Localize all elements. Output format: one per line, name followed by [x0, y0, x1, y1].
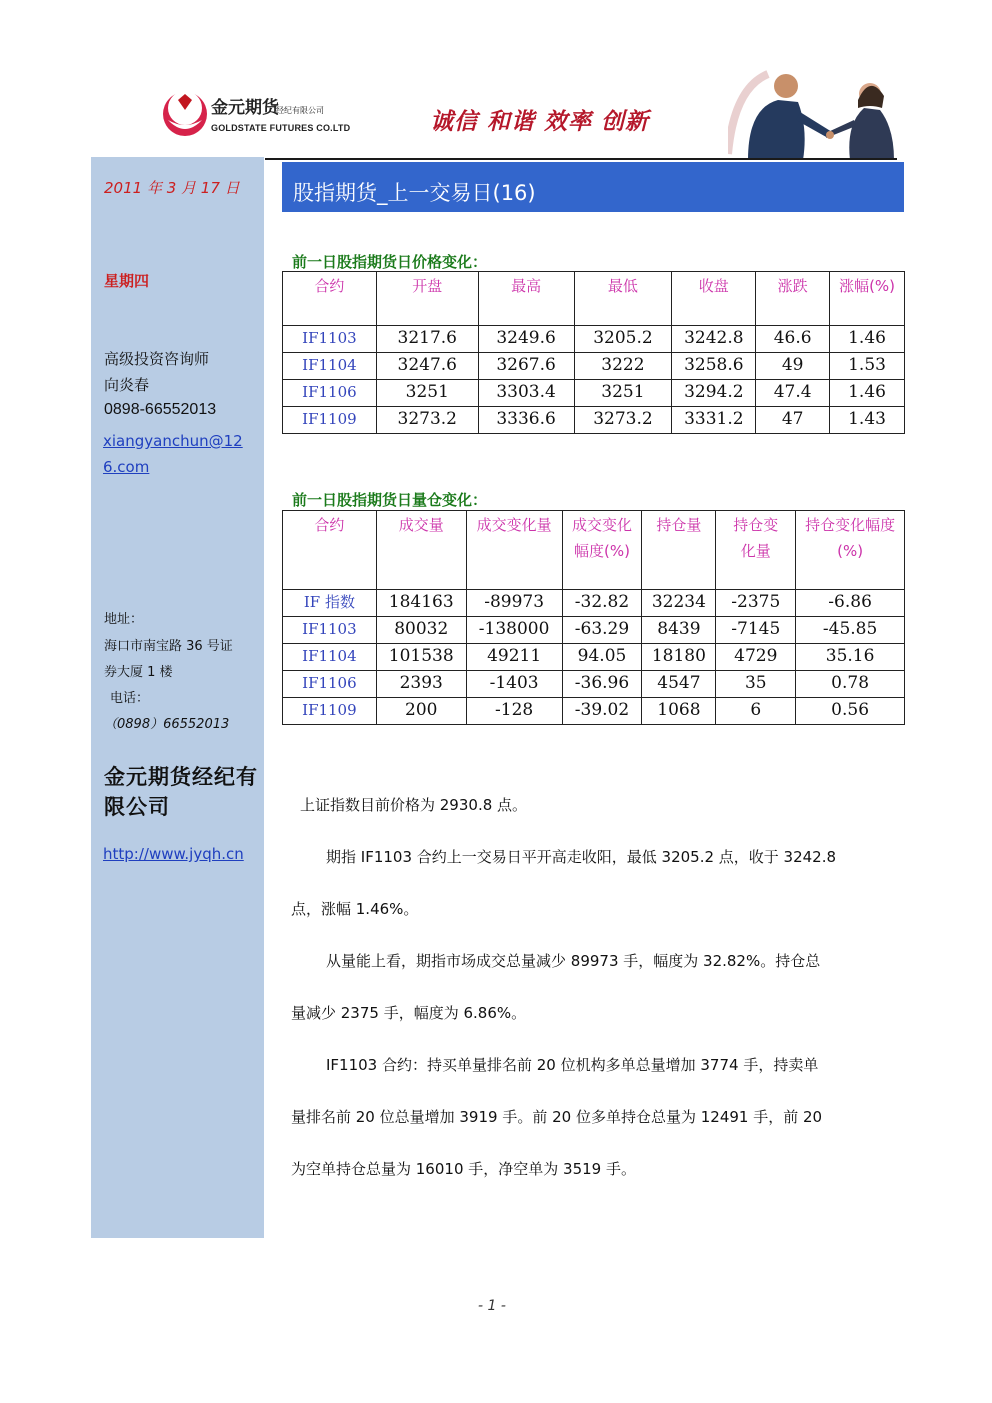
table-cell: -1403: [466, 671, 562, 698]
paragraph-line: 上证指数目前价格为 2930.8 点。: [300, 796, 528, 814]
table-cell: 46.6: [756, 326, 830, 353]
table-row: [283, 326, 905, 353]
table-cell: -128: [466, 698, 562, 725]
table-row: [283, 590, 905, 617]
table-cell: 3247.6: [376, 353, 478, 380]
tel-label: 电话：: [110, 691, 150, 706]
table-cell: 35: [716, 671, 796, 698]
table-row: [283, 407, 905, 434]
company-website-link[interactable]: http://www.jyqh.cn: [103, 845, 244, 863]
table-cell: 3273.2: [574, 407, 672, 434]
table-cell: 1.43: [830, 407, 905, 434]
table-cell: 80032: [376, 617, 466, 644]
table-cell: 49211: [466, 644, 562, 671]
table-cell: 18180: [642, 644, 716, 671]
table-row: [283, 671, 905, 698]
analyst-email-link[interactable]: xiangyanchun@126.com: [103, 432, 243, 476]
table-cell: 6: [716, 698, 796, 725]
contract-code-cell: IF1109: [283, 407, 377, 434]
weekday: 星期四: [104, 272, 150, 290]
contract-code-cell: IF1103: [283, 617, 377, 644]
table-cell: 4729: [716, 644, 796, 671]
paragraph-line: 点，涨幅 1.46%。: [291, 900, 419, 918]
tel-value: （0898）66552013: [104, 717, 230, 732]
table-cell: -63.29: [562, 617, 642, 644]
column-header: 成交变化幅度(%): [562, 511, 642, 590]
table-cell: 8439: [642, 617, 716, 644]
column-header: 持仓变化幅度(%): [796, 511, 905, 590]
volume-section-heading: 前一日股指期货日量仓变化：: [292, 491, 488, 509]
table-row: [283, 353, 905, 380]
column-header: 涨幅(%): [830, 272, 905, 326]
paragraph-line: 量排名前 20 位总量增加 3919 手。前 20 位多单持仓总量为 12491 手，前 20: [291, 1108, 823, 1126]
table-cell: 3242.8: [672, 326, 756, 353]
brand-subtitle: 经纪有限公司: [276, 106, 324, 115]
table-cell: 3251: [574, 380, 672, 407]
column-header: 涨跌: [756, 272, 830, 326]
paragraph-line: 从量能上看，期指市场成交总量减少 89973 手，幅度为 32.82%。持仓总: [326, 952, 821, 970]
column-header: 合约: [283, 272, 377, 326]
table-header-row: [283, 272, 905, 326]
table-cell: 47: [756, 407, 830, 434]
table-cell: 35.16: [796, 644, 905, 671]
paragraph-line: 期指 IF1103 合约上一交易日平开高走收阳，最低 3205.2 点，收于 3242.8: [326, 848, 837, 866]
table-cell: 3303.4: [478, 380, 574, 407]
company-name: 金元期货经纪有限公司: [104, 765, 258, 819]
address-line-2: 券大厦 1 楼: [104, 665, 173, 680]
table-cell: 3205.2: [574, 326, 672, 353]
table-cell: 4547: [642, 671, 716, 698]
column-header: 合约: [283, 511, 377, 590]
contract-code-cell: IF1104: [283, 644, 377, 671]
table-cell: -32.82: [562, 590, 642, 617]
table-cell: -2375: [716, 590, 796, 617]
table-cell: 200: [376, 698, 466, 725]
table-cell: 1.46: [830, 326, 905, 353]
page-title: 股指期货_上一交易日(16): [293, 181, 536, 205]
column-header: 成交变化量: [466, 511, 562, 590]
table-cell: 3249.6: [478, 326, 574, 353]
table-cell: 3294.2: [672, 380, 756, 407]
address-line-1: 海口市南宝路 36 号证: [104, 639, 233, 654]
contract-code-cell: IF1106: [283, 671, 377, 698]
table-cell: 0.78: [796, 671, 905, 698]
table-cell: 1068: [642, 698, 716, 725]
table-header-row: [283, 511, 905, 590]
table-cell: -7145: [716, 617, 796, 644]
volume-table: [282, 510, 905, 725]
table-cell: 3267.6: [478, 353, 574, 380]
address-label: 地址：: [104, 612, 144, 627]
brand-english-name: GOLDSTATE FUTURES CO.LTD: [211, 123, 351, 133]
paragraph-line: 为空单持仓总量为 16010 手，净空单为 3519 手。: [291, 1160, 636, 1178]
table-row: [283, 380, 905, 407]
table-cell: -138000: [466, 617, 562, 644]
slogan: 诚信 和谐 效率 创新: [430, 109, 650, 135]
contract-code-cell: IF1106: [283, 380, 377, 407]
table-cell: 32234: [642, 590, 716, 617]
table-cell: 94.05: [562, 644, 642, 671]
table-cell: 2393: [376, 671, 466, 698]
column-header: 成交量: [376, 511, 466, 590]
column-header: 持仓量: [642, 511, 716, 590]
table-cell: 3331.2: [672, 407, 756, 434]
analyst-phone: 0898-66552013: [104, 401, 217, 418]
paragraph-line: IF1103 合约：持买单量排名前 20 位机构多单总量增加 3774 手，持卖单: [326, 1056, 819, 1074]
table-cell: -89973: [466, 590, 562, 617]
analyst-title: 高级投资咨询师: [104, 350, 210, 368]
table-cell: 3217.6: [376, 326, 478, 353]
table-cell: 101538: [376, 644, 466, 671]
table-cell: 1.46: [830, 380, 905, 407]
table-cell: 0.56: [796, 698, 905, 725]
table-row: [283, 617, 905, 644]
report-date: 2011 年 3 月 17 日: [104, 179, 240, 197]
handshake-people-image: [728, 68, 908, 160]
brand-name: 金元期货: [211, 98, 279, 118]
column-header: 最高: [478, 272, 574, 326]
contract-code-cell: IF1103: [283, 326, 377, 353]
analyst-name: 向炎春: [104, 376, 150, 394]
table-cell: 3258.6: [672, 353, 756, 380]
table-cell: 1.53: [830, 353, 905, 380]
table-cell: 49: [756, 353, 830, 380]
column-header: 最低: [574, 272, 672, 326]
price-section-heading: 前一日股指期货日价格变化：: [292, 253, 488, 271]
table-cell: -6.86: [796, 590, 905, 617]
table-cell: 3222: [574, 353, 672, 380]
contract-code-cell: IF1109: [283, 698, 377, 725]
paragraph-line: 量减少 2375 手，幅度为 6.86%。: [291, 1004, 527, 1022]
table-cell: 47.4: [756, 380, 830, 407]
table-row: [283, 698, 905, 725]
table-cell: 3273.2: [376, 407, 478, 434]
contract-code-cell: IF1104: [283, 353, 377, 380]
company-logo-icon: [160, 86, 210, 140]
price-table: [282, 271, 905, 434]
column-header: 收盘: [672, 272, 756, 326]
table-cell: -39.02: [562, 698, 642, 725]
column-header: 持仓变化量: [716, 511, 796, 590]
contract-code-cell: IF 指数: [283, 590, 377, 617]
table-cell: 3251: [376, 380, 478, 407]
table-row: [283, 644, 905, 671]
table-cell: -36.96: [562, 671, 642, 698]
page-number: - 1 -: [478, 1298, 506, 1314]
table-cell: 184163: [376, 590, 466, 617]
table-cell: -45.85: [796, 617, 905, 644]
column-header: 开盘: [376, 272, 478, 326]
header-divider: [265, 158, 897, 160]
table-cell: 3336.6: [478, 407, 574, 434]
